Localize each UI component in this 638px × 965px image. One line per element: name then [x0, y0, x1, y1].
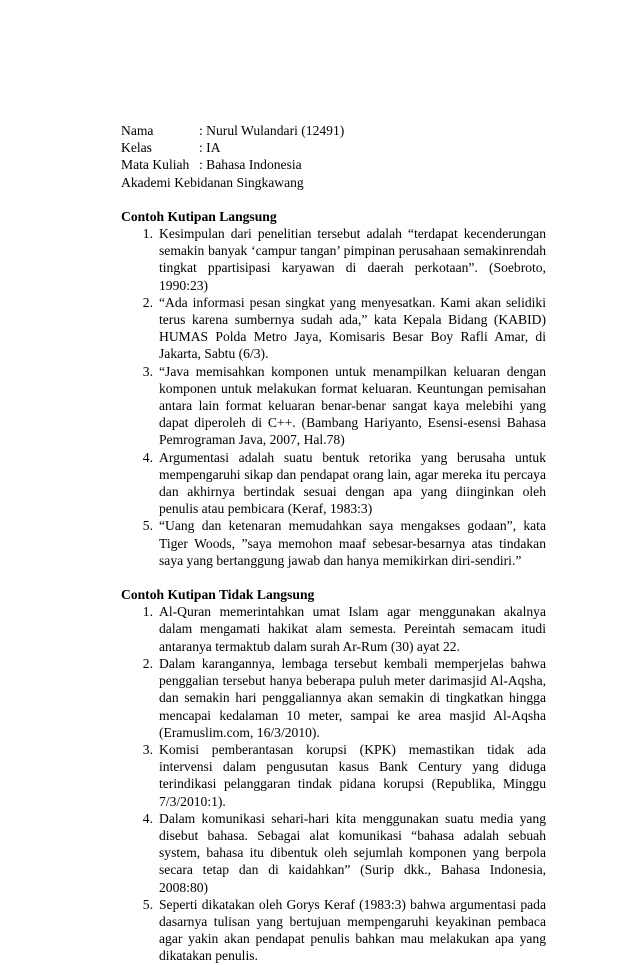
list-item [121, 655, 546, 741]
list-item [121, 810, 546, 896]
institution-name: Akademi Kebidanan Singkawang [121, 174, 304, 190]
item-text: “Java memisahkan komponen untuk menampilkan keluaran dengan komponen untuk melakukan format keluaran. Keuntungan pemisahan antara lain format keluaran benar-benar sangat kaya melebihi yang dapat diperoleh di C++. (Bambang Hariyanto, Esensi-esensi Bahasa Pemrograman Java, 2007, Hal.78) [159, 363, 546, 448]
item-number: 2. [142, 294, 153, 310]
item-text: Kesimpulan dari penelitian tersebut adalah “terdapat kecenderungan semakin banyak ‘campur tangan’ pimpinan perusahaan semakinrendah tingkat ppartisipasi karyawan di daerah perkotaan”. (Soebroto, 1990:23) [159, 226, 546, 293]
list-item [121, 603, 546, 655]
list-item [121, 363, 546, 449]
list-item [121, 294, 546, 363]
list-item [121, 225, 546, 294]
list-item [121, 896, 546, 965]
item-text: “Ada informasi pesan singkat yang menyesatkan. Kami akan selidiki terus karena sumbernya sudah ada,” kata Kepala Bidang (KABID) HUMAS Polda Metro Jaya, Komisaris Besar Boy Rafli Amar, di Jakarta, Sabtu (6/3). [159, 294, 546, 362]
item-text: Komisi pemberantasan korupsi (KPK) memastikan tidak ada intervensi dalam pengusutan kasus Bank Century yang diduga terindikasi pelanggaran tindak pidana korupsi (Republika, Minggu 7/3/2010:1). [159, 741, 546, 809]
info-label: Nama [121, 123, 154, 138]
item-text: Seperti dikatakan oleh Gorys Keraf (1983:3) bahwa argumentasi pada dasarnya tulisan yang bertujuan mempengaruhi keyakinan pembaca agar yakin akan pendapat penulis bahkan mau melakukan apa yang dikatakan penulis. [159, 896, 546, 964]
info-row-mata-kuliah [121, 156, 546, 173]
list-item [121, 449, 546, 518]
item-number: 1. [142, 604, 153, 620]
item-number: 5. [142, 896, 153, 912]
info-value: : Bahasa Indonesia [199, 157, 302, 173]
item-number: 1. [142, 226, 153, 242]
list-item [121, 741, 546, 810]
info-row-kelas [121, 139, 546, 156]
direct-quote-list [121, 225, 546, 569]
list-item [121, 517, 546, 569]
section-heading-indirect-quotes: Contoh Kutipan Tidak Langsung [121, 587, 315, 603]
info-value: : IA [199, 140, 221, 156]
info-row-nama [121, 122, 546, 139]
item-number: 2. [142, 655, 153, 671]
section-heading-direct-quotes: Contoh Kutipan Langsung [121, 208, 277, 224]
item-text: Argumentasi adalah suatu bentuk retorika yang berusaha untuk mempengaruhi sikap dan pendapat orang lain, agar mereka itu percaya dan akhirnya bertindak sesuai dengan apa yang diinginkan oleh penulis atau pembicara (Keraf, 1983:3) [159, 449, 546, 517]
info-value: : Nurul Wulandari (12491) [199, 123, 345, 138]
item-number: 4. [142, 810, 153, 826]
item-number: 4. [142, 449, 153, 465]
item-number: 3. [142, 363, 153, 379]
item-text: Dalam karangannya, lembaga tersebut kembali memperjelas bahwa penggalian tersebut hanya beberapa puluh meter darimasjid Al-Aqsha, dan semakin hari penggaliannya akan semakin di tingkatkan hingga mencapai kedalaman 10 meter, sampai ke area masjid Al-Aqsha (Eramuslim.com, 16/3/2010). [159, 655, 546, 740]
item-number: 3. [142, 741, 153, 757]
item-text: Al-Quran memerintahkan umat Islam agar menggunakan akalnya dalam mengamati hakikat alam semesta. Pereintah semacam itudi antaranya termaktub dalam surah Ar-Rum (30) ayat 22. [159, 604, 546, 654]
spacer [121, 191, 546, 208]
item-text: “Uang dan ketenaran memudahkan saya mengakses godaan”, kata Tiger Woods, ”saya memohon maaf sebesar-besarnya atas tindakan saya yang bertanggung jawab dan hanya memikirkan diri-sendiri.” [159, 518, 546, 568]
info-label: Kelas [121, 140, 152, 156]
spacer [121, 569, 546, 586]
info-label: Mata Kuliah [121, 157, 190, 173]
item-text: Dalam komunikasi sehari-hari kita menggunakan suatu media yang disebut bahasa. Sebagai alat komunikasi “bahasa adalah sebuah system, bahasa itu dibentuk oleh sejumlah komponen yang berpola secara tetap dan di kaidahkan” (Surip dkk., Bahasa Indonesia, 2008:80) [159, 810, 546, 895]
document-content [121, 122, 546, 965]
indirect-quote-list [121, 603, 546, 964]
item-number: 5. [142, 518, 153, 534]
